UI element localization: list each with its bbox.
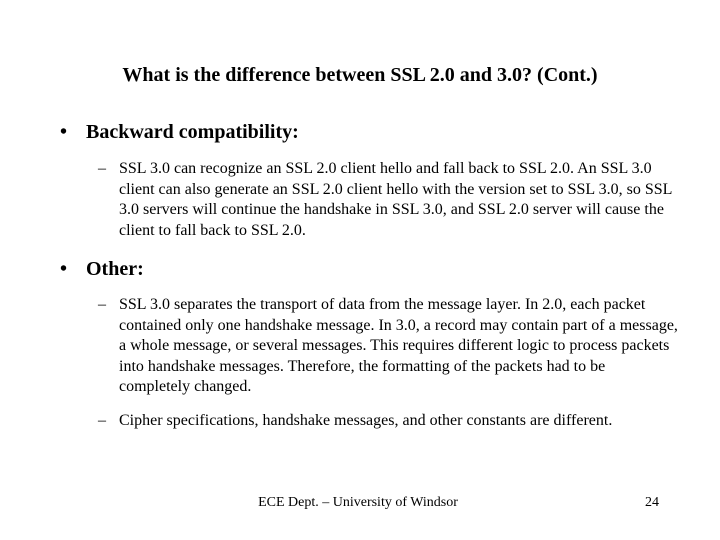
sub-item-text: Cipher specifications, handshake messages, and other constants are different. <box>119 412 613 429</box>
bullet-heading: Other: <box>86 258 144 280</box>
sub-item <box>98 159 678 241</box>
bullet-icon: • <box>60 258 68 280</box>
bullet-heading: Backward compatibility: <box>86 121 299 143</box>
dash-icon: – <box>98 160 106 177</box>
sub-item <box>98 295 678 398</box>
slide-title: What is the difference between SSL 2.0 and 3.0? (Cont.) <box>122 64 598 86</box>
page-number: 24 <box>645 495 659 510</box>
bullet-icon: • <box>60 121 68 143</box>
bullet-backward-compatibility <box>60 121 299 144</box>
footer-department: ECE Dept. – University of Windsor <box>258 495 458 510</box>
sub-item-text: SSL 3.0 can recognize an SSL 2.0 client hello and fall back to SSL 2.0. An SSL 3.0 client can also generate an SSL 2.0 client hello with the version set to SSL 3.0, so SSL 3.0 servers will continue the handshake in SSL 3.0, and SSL 2.0 server will cause the client to fall back to SSL 2.0. <box>119 160 672 239</box>
sub-item <box>98 411 678 432</box>
bullet-other <box>60 258 144 281</box>
sub-item-text: SSL 3.0 separates the transport of data from the message layer. In 2.0, each packet contained only one handshake message. In 3.0, a record may contain part of a message, a whole message, or several messages. This requires different logic to process packets into handshake messages. Therefore, the formatting of the packets had to be completely changed. <box>119 296 678 395</box>
dash-icon: – <box>98 296 106 313</box>
dash-icon: – <box>98 412 106 429</box>
